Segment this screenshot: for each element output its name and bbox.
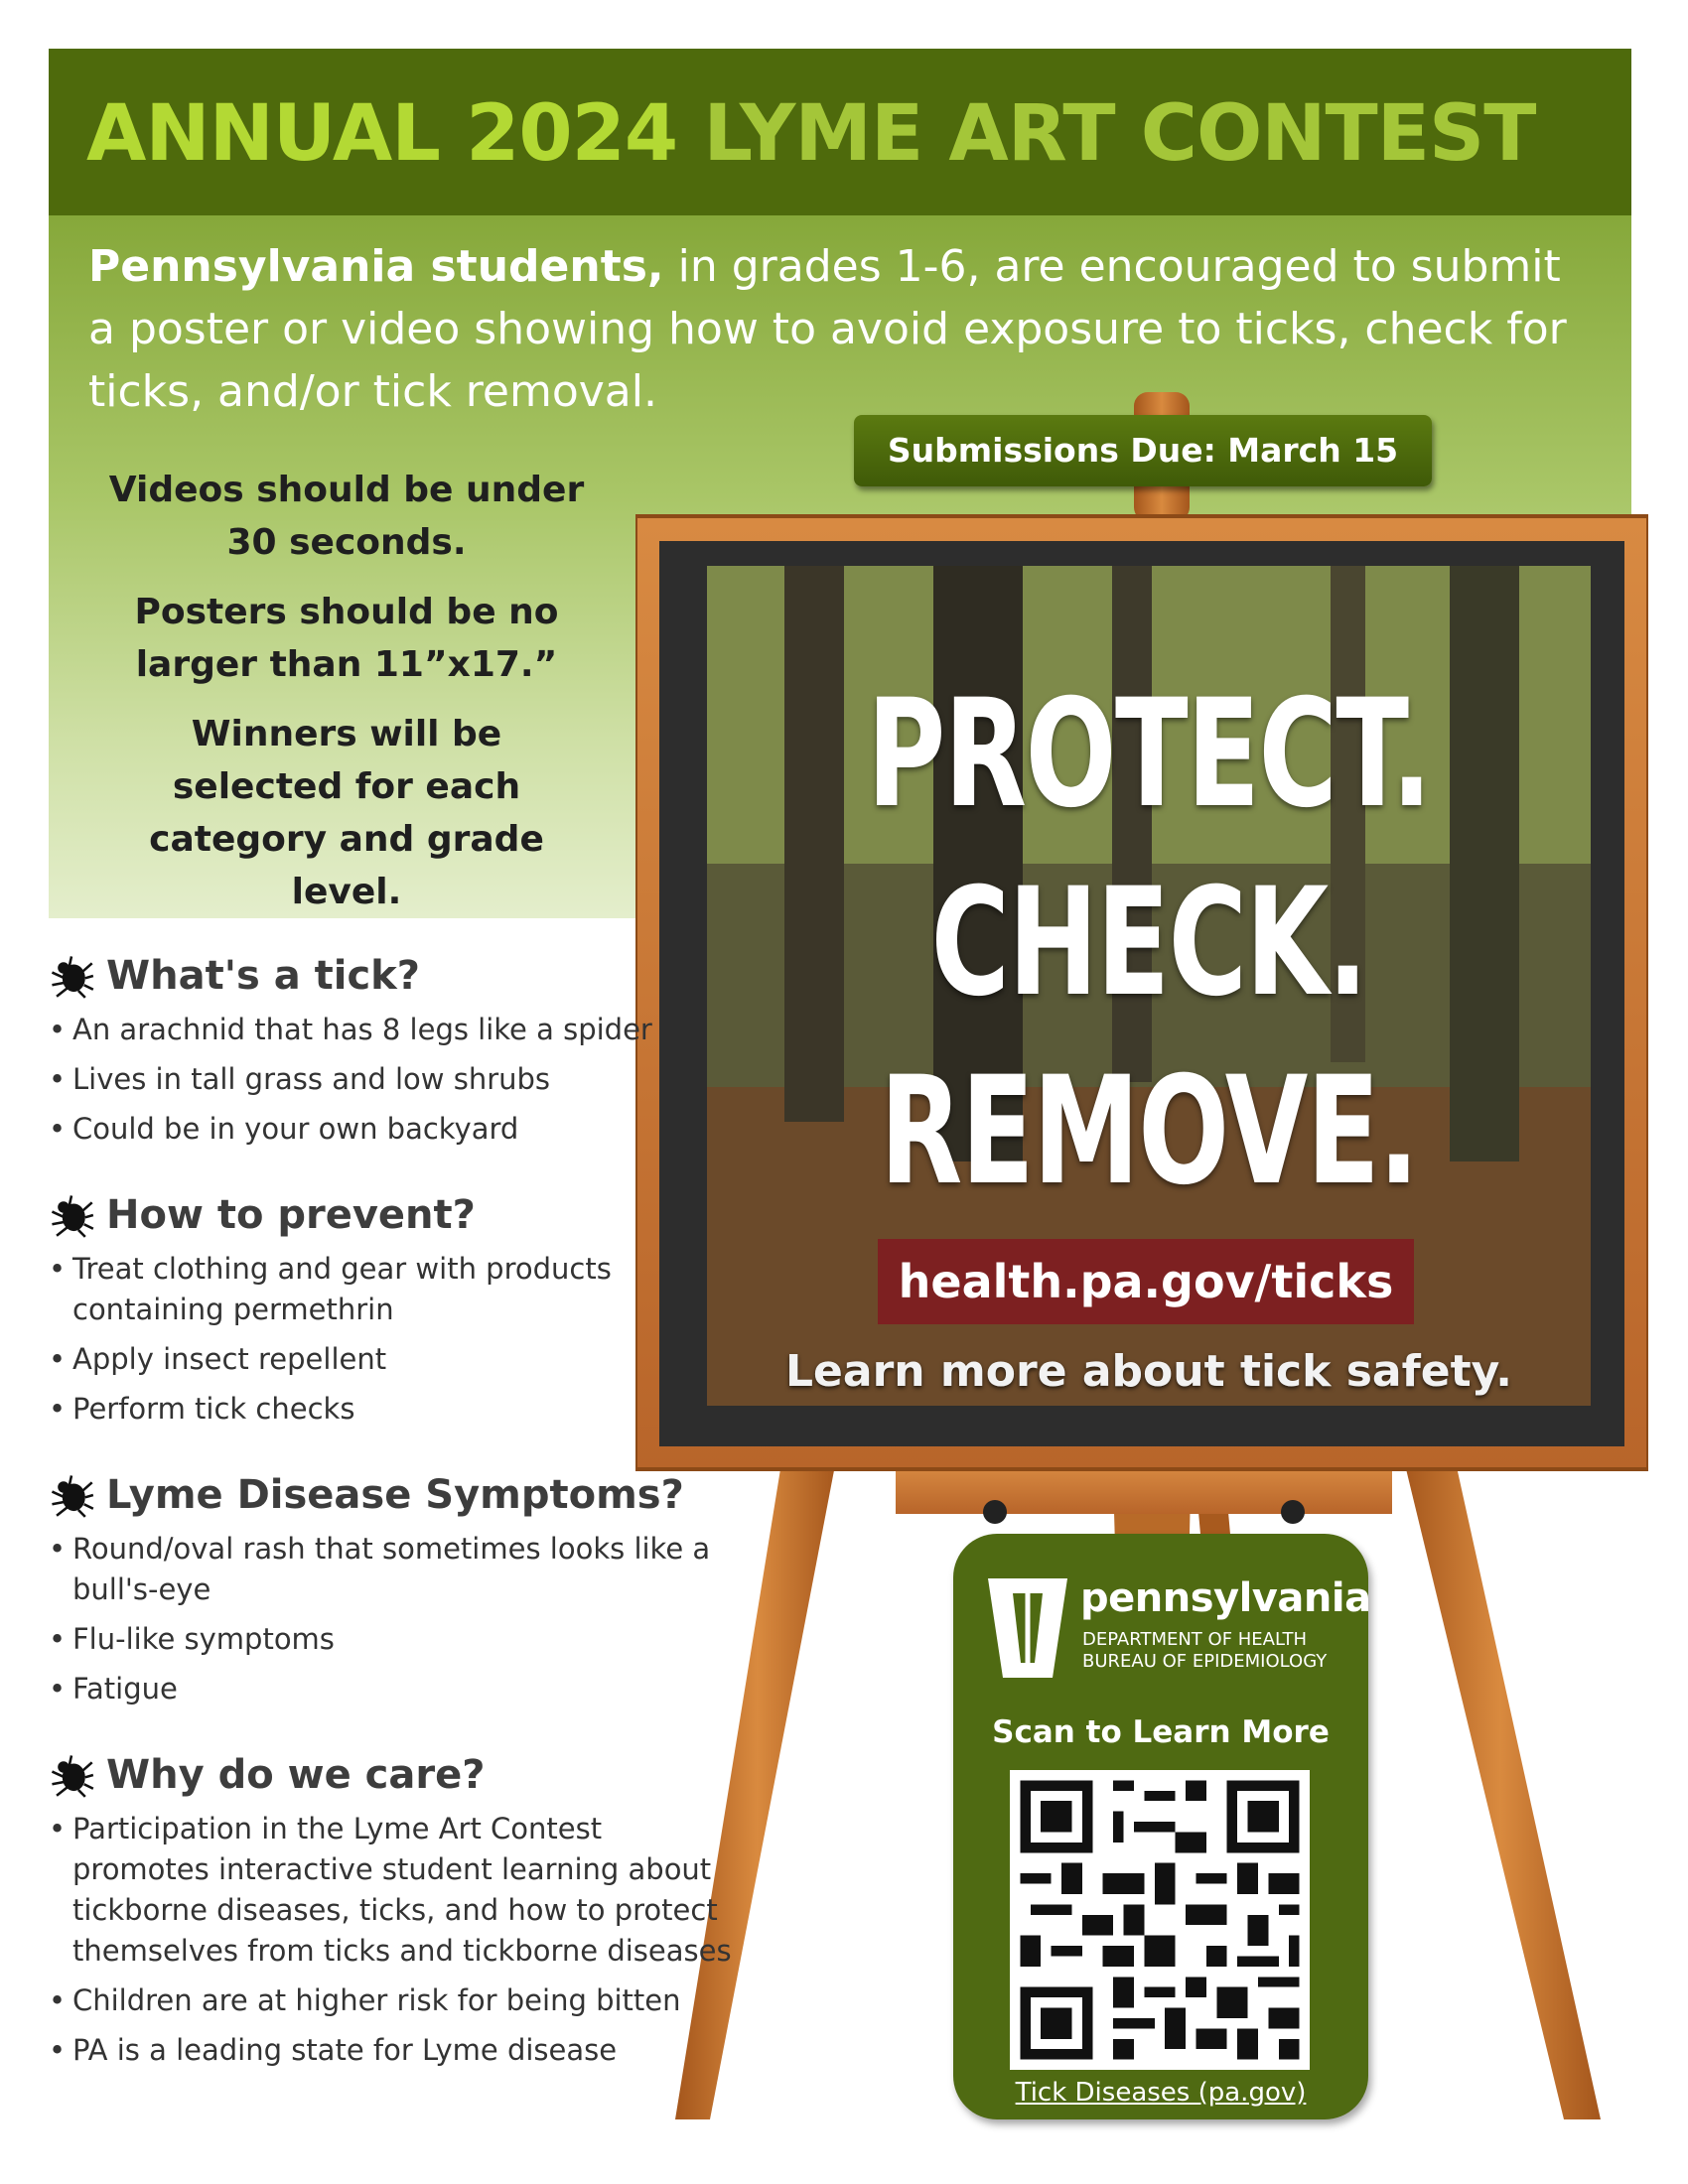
qr-code[interactable] — [1010, 1770, 1310, 2070]
list-item: • Children are at higher risk for being bitten — [49, 1980, 734, 2021]
bureau-line: BUREAU OF EPIDEMIOLOGY — [1082, 1651, 1328, 1672]
section-why-care — [49, 1747, 734, 2071]
tick-icon — [49, 953, 94, 999]
dept-line: DEPARTMENT OF HEALTH — [1082, 1629, 1308, 1650]
guideline-winners: Winners will be selected for each category and grade level. — [149, 714, 544, 912]
section-title: Why do we care? — [106, 1752, 486, 1798]
intro-body: in grades 1-6, are encouraged to submit a poster or video showing how to avoid exposure to ticks, check for ticks, and/or tick removal. — [88, 241, 1567, 417]
poster-slogan — [831, 660, 1468, 1226]
section-heading — [49, 948, 734, 1004]
guidelines — [108, 464, 585, 935]
poster-tagline: Learn more about tick safety. — [785, 1346, 1512, 1397]
section-title: How to prevent? — [106, 1192, 476, 1238]
list-item: • Lives in tall grass and low shrubs — [49, 1059, 734, 1100]
list-item: • PA is a leading state for Lyme disease — [49, 2030, 734, 2071]
section-heading — [49, 1187, 734, 1243]
pa-wordmark: pennsylvania — [1080, 1575, 1371, 1621]
title-year: ANNUAL 2024 — [86, 89, 704, 179]
pa-health-card — [953, 1534, 1371, 2119]
slogan-check: CHECK. — [930, 857, 1367, 1029]
guideline-video: Videos should be under 30 seconds. — [108, 470, 585, 563]
list-item: • Participation in the Lyme Art Contest promotes interactive student learning about tickborne diseases, ticks, and how to protect themselves from ticks and tickborne diseases — [49, 1809, 734, 1972]
title-contest: LYME ART CONTEST — [703, 89, 1536, 179]
intro-lead: Pennsylvania students, — [88, 241, 664, 292]
tick-icon — [49, 1752, 94, 1798]
section-title: What's a tick? — [106, 953, 420, 999]
tick-icon — [49, 1192, 94, 1238]
list-item: • Treat clothing and gear with products containing permethrin — [49, 1249, 734, 1330]
info-column — [49, 948, 734, 2109]
list-item: • Apply insect repellent — [49, 1339, 734, 1380]
tick-icon — [49, 1472, 94, 1518]
list-item: • Could be in your own backyard — [49, 1109, 734, 1150]
poster-url: health.pa.gov/ticks — [878, 1239, 1414, 1324]
slogan-protect: PROTECT. — [867, 668, 1431, 841]
header-band — [49, 49, 1631, 215]
page-title — [86, 84, 1535, 184]
list-item: • An arachnid that has 8 legs like a spider — [49, 1010, 734, 1050]
guideline-poster: Posters should be no larger than 11”x17.” — [134, 592, 559, 685]
list-item: • Round/oval rash that sometimes looks like a bull's-eye — [49, 1529, 734, 1610]
list-item: • Fatigue — [49, 1669, 734, 1709]
list-item: • Perform tick checks — [49, 1389, 734, 1430]
slogan-remove: REMOVE. — [880, 1045, 1418, 1218]
list-item: • Flu-like symptoms — [49, 1619, 734, 1660]
section-heading — [49, 1747, 734, 1803]
poster-image — [707, 566, 1591, 1406]
tick-diseases-link[interactable]: Tick Diseases (pa.gov) — [1015, 2078, 1307, 2108]
submissions-due-badge: Submissions Due: March 15 — [854, 415, 1432, 486]
section-heading — [49, 1467, 734, 1523]
section-how-to-prevent — [49, 1187, 734, 1430]
scan-label: Scan to Learn More — [992, 1714, 1330, 1750]
pa-keystone-logo — [983, 1573, 1072, 1683]
pa-department — [1082, 1629, 1327, 1673]
section-symptoms — [49, 1467, 734, 1709]
section-title: Lyme Disease Symptoms? — [106, 1472, 684, 1518]
section-whats-a-tick — [49, 948, 734, 1150]
